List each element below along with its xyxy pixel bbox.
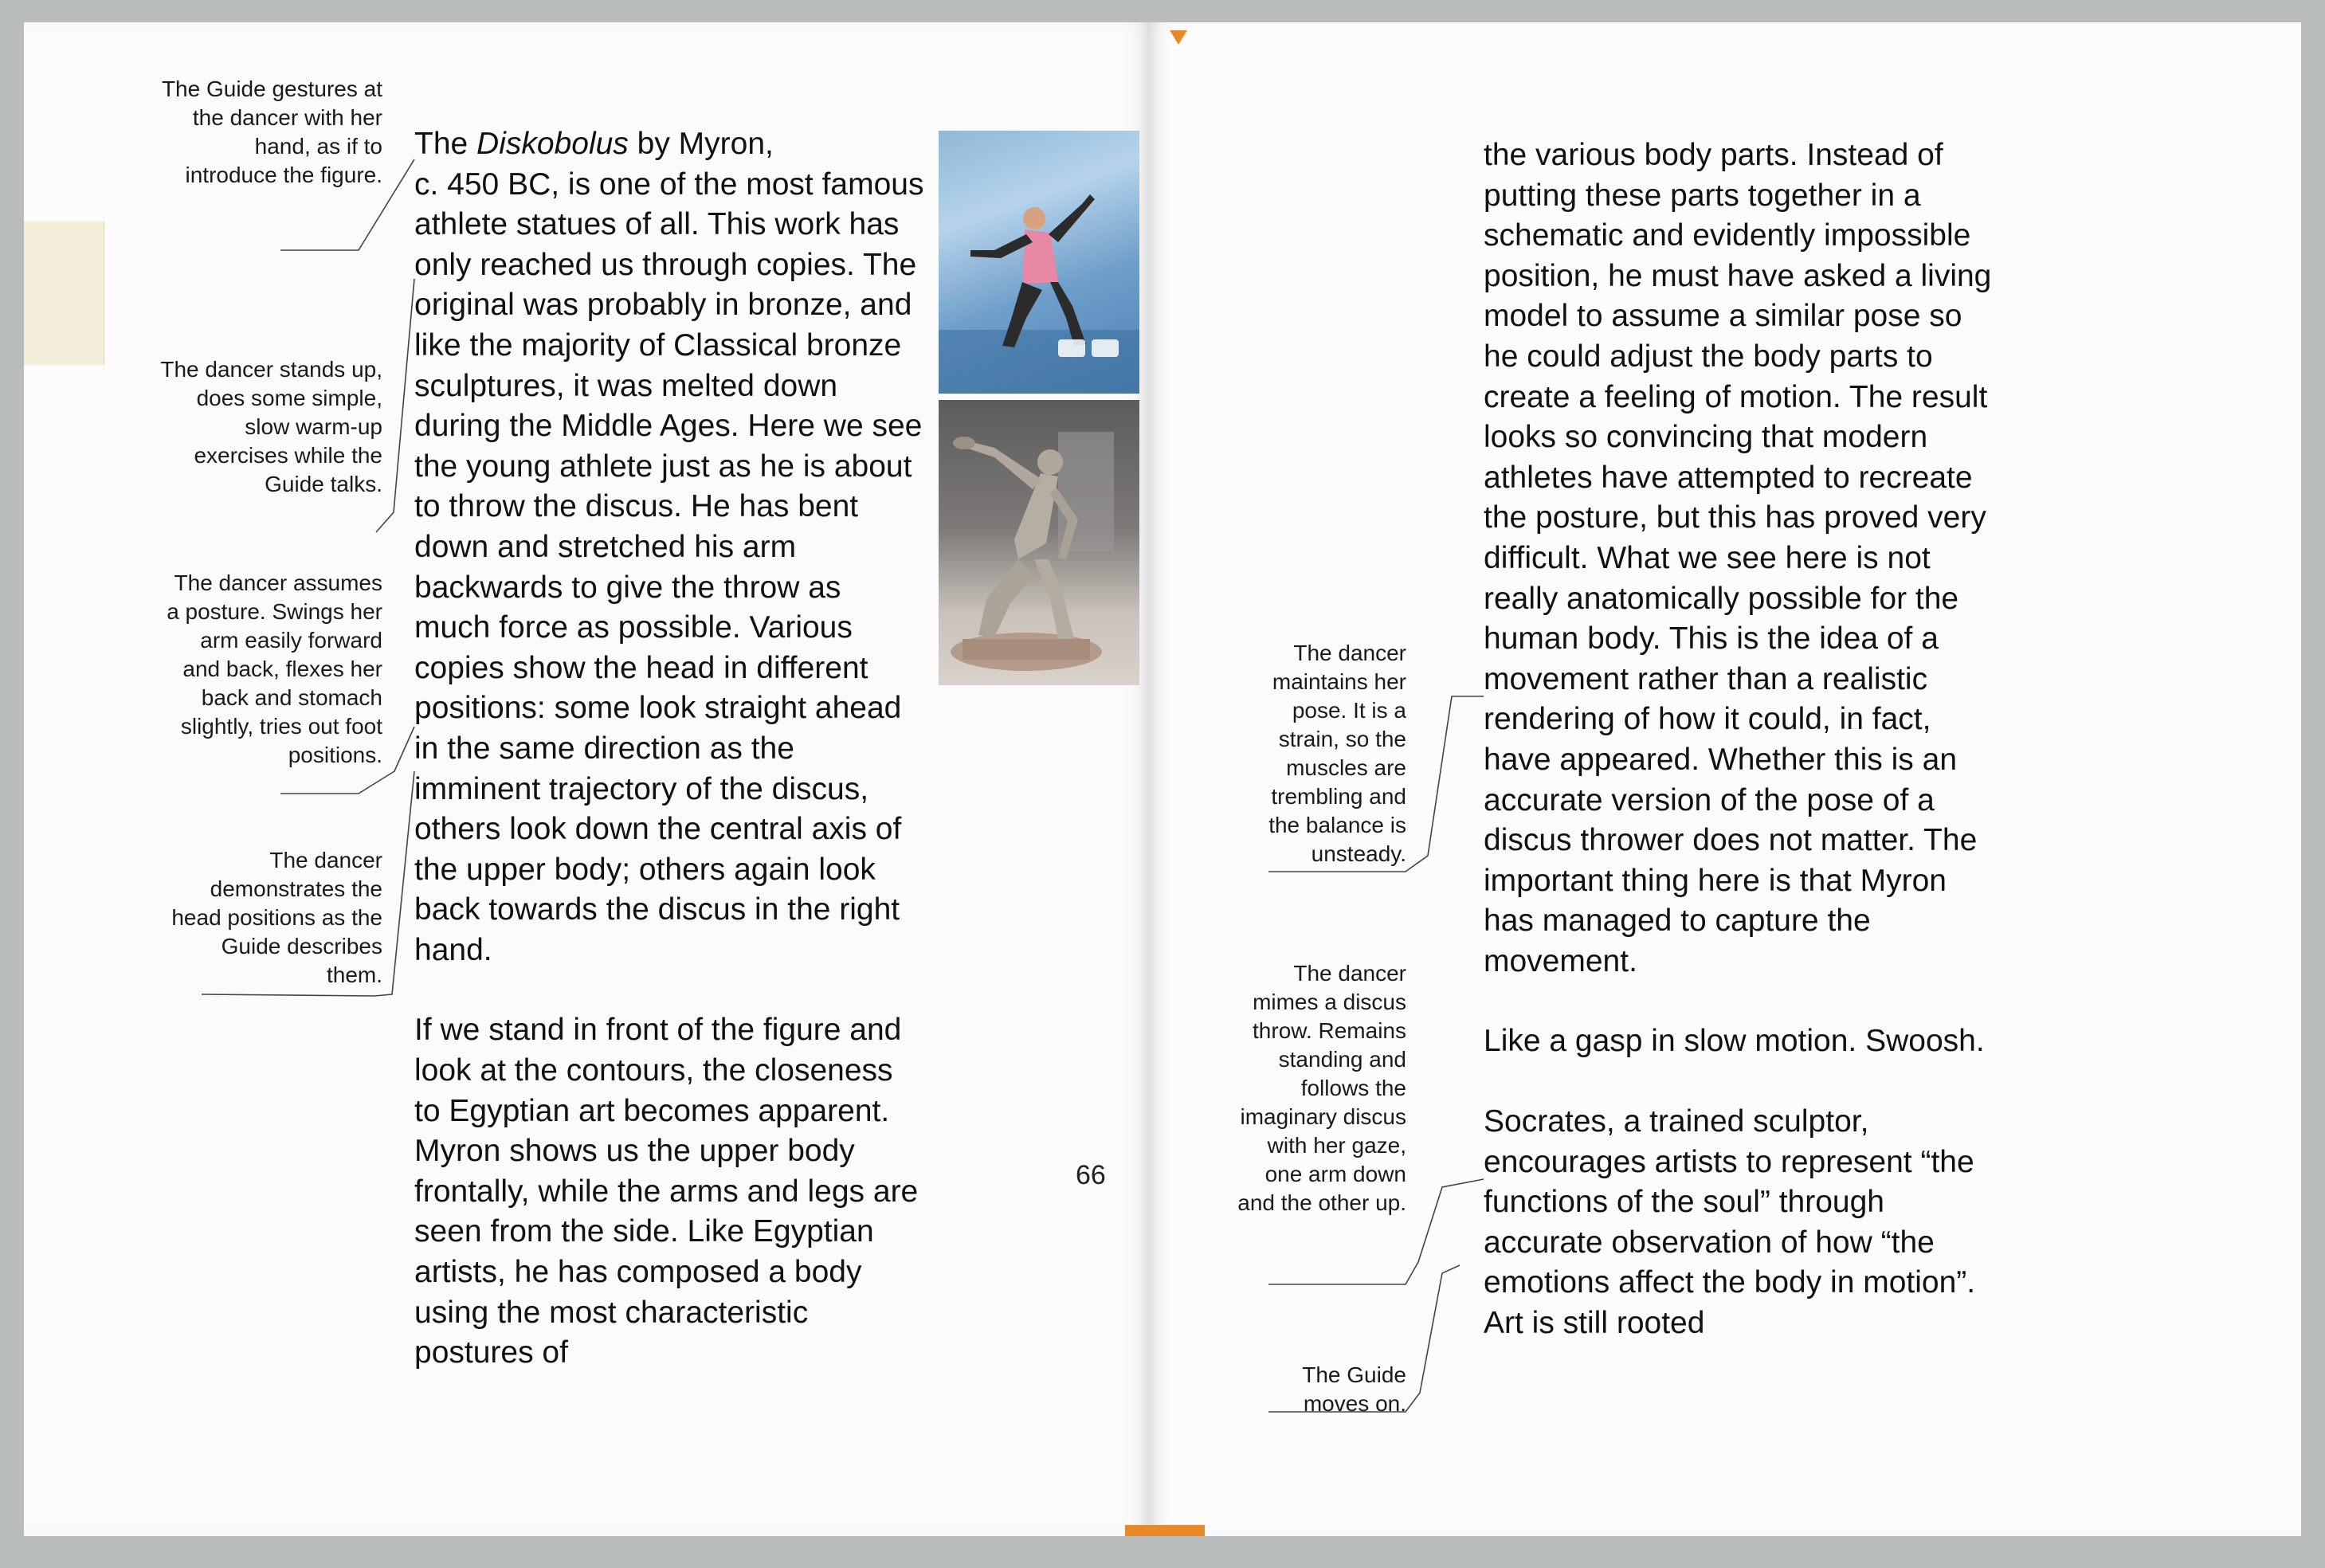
dancer-photo <box>939 131 1139 394</box>
left-page <box>24 22 1149 1536</box>
title-line <box>414 124 924 165</box>
right-paragraph-2: Like a gasp in slow motion. Swoosh. <box>1484 1024 1985 1059</box>
title-article: The <box>414 127 477 161</box>
statue-photo <box>939 400 1139 685</box>
title-rest: by Myron, <box>628 127 774 161</box>
stage-note-6: The dancer mimes a discus throw. Remains standing and follows the imaginary discus with her gaze, one arm down and the other up. <box>1237 961 1406 1215</box>
bookmark-tab <box>24 221 104 365</box>
stage-note-1: The Guide gestures at the dancer with her hand, as if to introduce the figure. <box>161 76 382 187</box>
book-spread <box>24 22 2301 1536</box>
right-paragraph-3: Socrates, a trained sculptor, encourages artists to represent “the functions of the soul” through accurate observation of how “the emotions affect the body in motion”. Art is still rooted <box>1484 1104 1976 1341</box>
right-main-text <box>1484 135 2002 1344</box>
left-stage-notes <box>127 22 382 1536</box>
page-number: 66 <box>1076 1160 1106 1190</box>
right-page <box>1149 22 2301 1536</box>
stage-note-2: The dancer stands up, does some simple, slow warm-up exercises while the Guide talks. <box>160 357 382 496</box>
left-paragraph-1: c. 450 BC, is one of the most famous athlete statues of all. This work has only reached us through copies. The original was probably in bronze, and like the majority of Classical bronze sculptures, it was melted down during the Middle Ages. Here we see the young athlete just as he is about to throw the discus. He has bent down and stretched his arm backwards to give the throw as much force as possible. Various copies show the head in different positions: some look straight ahead in the same direction as the imminent trajectory of the discus, others look down the central axis of the upper body; others again look back towards the discus in the right hand. <box>414 167 924 967</box>
left-main-text <box>414 124 924 1374</box>
stage-note-4: The dancer demonstrates the head positions as the Guide describes them. <box>171 848 382 987</box>
left-paragraph-2: If we stand in front of the figure and look at the contours, the closeness to Egyptian art becomes apparent. Myron shows us the upper body frontally, while the arms and legs are seen from the side. Like Egyptian artists, he has composed a body using the most characteristic postures of <box>414 1013 919 1370</box>
ribbon-marker-bottom <box>1125 1525 1205 1536</box>
stage-note-7: The Guide moves on. <box>1302 1362 1406 1416</box>
stage-note-5: The dancer maintains her pose. It is a strain, so the muscles are trembling and the balance is unsteady. <box>1268 641 1406 866</box>
artwork-title: Diskobolus <box>476 127 629 161</box>
stage-note-3: The dancer assumes a posture. Swings her arm easily forward and back, flexes her back and stomach slightly, tries out foot positions. <box>167 570 382 767</box>
right-paragraph-1: the various body parts. Instead of putting these parts together in a schematic and evidently impossible position, he must have asked a living model to assume a similar pose so he could adjust the body parts to create a feeling of motion. The result looks so convincing that modern athletes have attempted to recreate the posture, but this has proved very difficult. What we see here is not really anatomically possible for the human body. This is the idea of a movement rather than a realistic rendering of how it could, in fact, have appeared. Whether this is an accurate version of the pose of a discus thrower does not matter. The important thing here is that Myron has managed to capture the movement. <box>1484 138 1992 978</box>
